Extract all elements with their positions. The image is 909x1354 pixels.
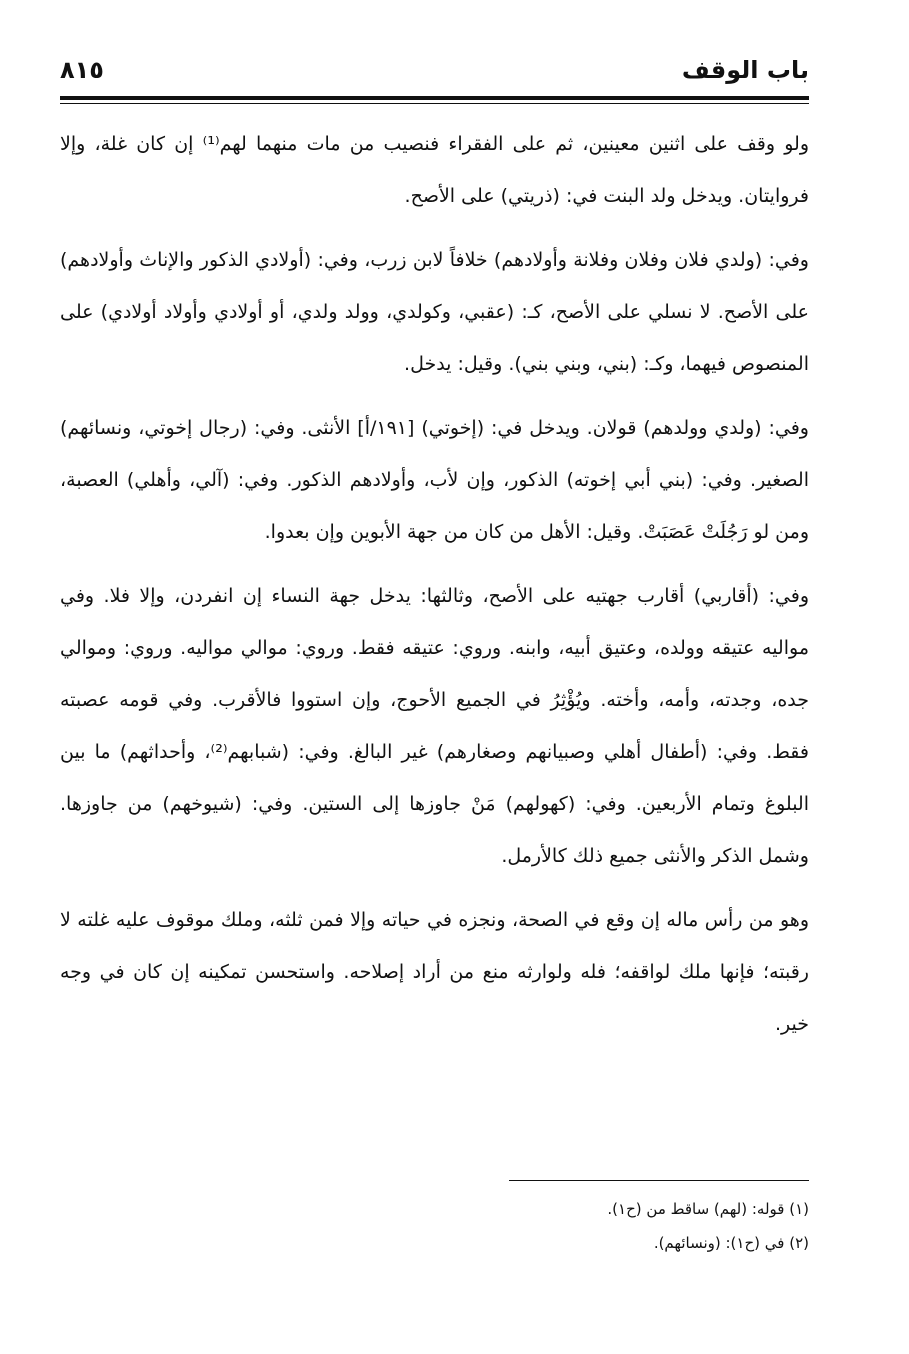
- footnote: (١) قوله: (لهم) ساقط من (ح١).: [607, 1200, 809, 1218]
- page-header: [60, 48, 809, 94]
- page-number: ٨١٥: [60, 56, 104, 84]
- footnote: (٢) في (ح١): (ونسائهم).: [653, 1234, 809, 1252]
- body-text: [60, 118, 809, 1062]
- paragraph: وفي: (ولدي فلان وفلان وفلانة وأولادهم) خلافاً لابن زرب، وفي: (أولادي الذكور والإناث وأولادهم) على الأصح. لا نسلي على الأصح، كـ: (عقبي، وكولدي، وولد ولدي، أو أولادي وأولاد أولادي) على المنصوص فيهما، وكـ: (بني، وبني بني). وقيل: يدخل.: [60, 249, 809, 375]
- paragraph: وفي: (ولدي وولدهم) قولان. ويدخل في: (إخوتي) [١٩١/أ] الأنثى. وفي: (رجال إخوتي، ونسائهم) الصغير. وفي: (بني أبي إخوته) الذكور، وإن لأب، وأولادهم الذكور. وفي: (آلي، وأهلي) العصبة، ومن لو رَجُلَتْ عَصَبَتْ. وقيل: الأهل من كان من جهة الأبوين وإن بعدوا.: [60, 417, 809, 543]
- header-rule-secondary: [60, 103, 809, 104]
- footnote-divider: [509, 1180, 809, 1181]
- footnotes: [60, 1192, 809, 1260]
- paragraph: ولو وقف على اثنين معينين، ثم على الفقراء فنصيب من مات منهما لهم⁽¹⁾ إن كان غلة، وإلا فروايتان. ويدخل ولد البنت في: (ذريتي) على الأصح.: [60, 133, 810, 207]
- header-rule: [60, 96, 809, 100]
- running-title: باب الوقف: [681, 56, 809, 84]
- paragraph: وفي: (أقاربي) أقارب جهتيه على الأصح، وثالثها: يدخل جهة النساء إن انفردن، وإلا فلا. وفي مواليه عتيقه وولده، وعتيق أبيه، وابنه. وروي: عتيقه فقط. وروي: موالي مواليه. وروي: وموالي جده، وجدته، وأمه، وأخته. ويُؤْثِرُ في الجميع الأحوج، وإن استووا فالأقرب. وفي قومه عصبته فقط. وفي: (أطفال أهلي وصبيانهم وصغارهم) غير البالغ. وفي: (شبابهم⁽²⁾، وأحداثهم) ما بين البلوغ وتمام الأربعين. وفي: (كهولهم) مَنْ جاوزها إلى الستين. وفي: (شيوخهم) من جاوزها. وشمل الذكر والأنثى جميع ذلك كالأرمل.: [60, 585, 809, 867]
- paragraph: وهو من رأس ماله إن وقع في الصحة، ونجزه في حياته وإلا فمن ثلثه، وملك موقوف عليه غلته لا رقبته؛ فإنها ملك لواقفه؛ فله ولوارثه منع من أراد إصلاحه. واستحسن تمكينه إن كان في وجه خير.: [60, 909, 809, 1035]
